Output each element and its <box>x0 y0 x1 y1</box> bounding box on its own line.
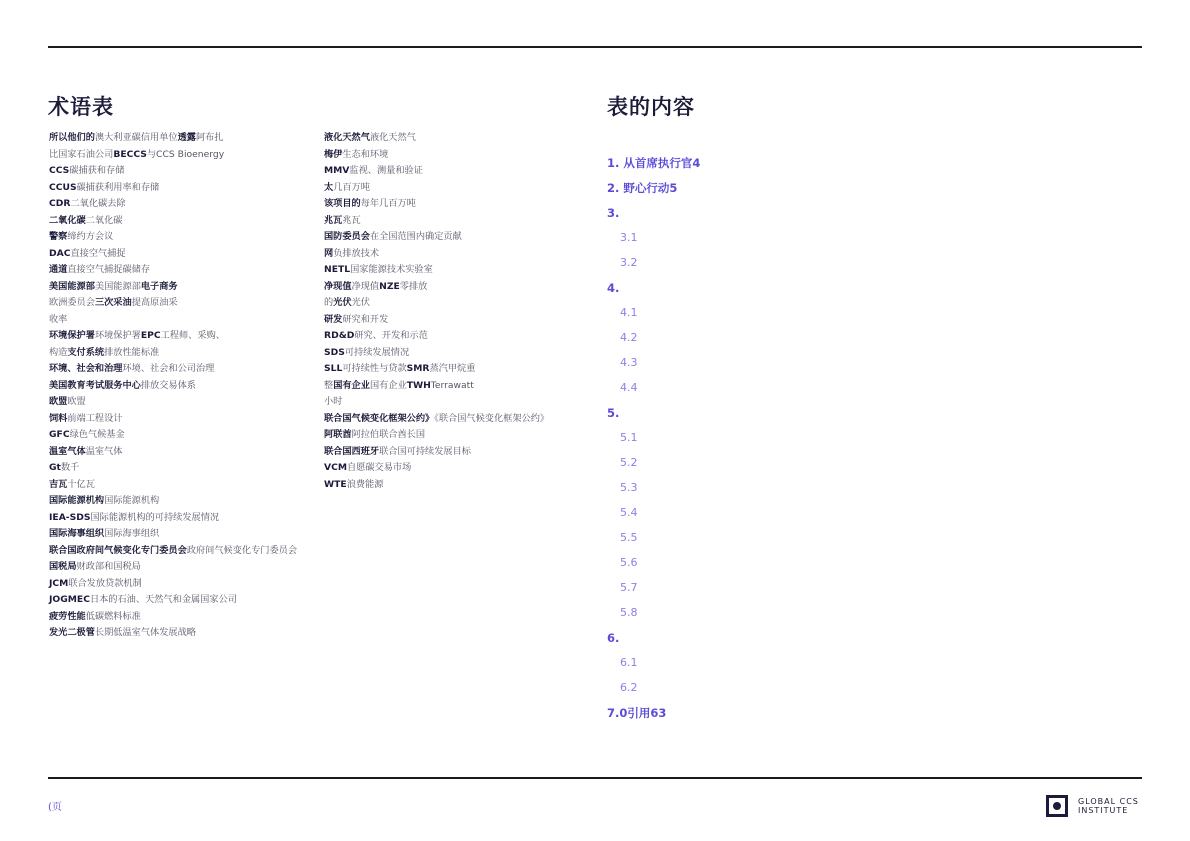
toc-subentry-link[interactable]: 5.8 <box>620 606 638 619</box>
glossary-definition: 联合国可持续发展目标 <box>379 445 471 457</box>
glossary-entry <box>49 295 319 312</box>
glossary-entry <box>324 147 594 164</box>
glossary-entry <box>324 196 594 213</box>
glossary-term: 国际海事组织 <box>49 528 105 539</box>
toc-subentry-link[interactable]: 6.2 <box>620 681 638 694</box>
logo-line-2: INSTITUTE <box>1078 806 1129 815</box>
glossary-term: 环境保护署 <box>49 330 95 341</box>
toc-subentry-link[interactable]: 5.5 <box>620 531 638 544</box>
glossary-definition: 财政部和国税局 <box>76 561 141 572</box>
glossary-entry <box>324 378 594 395</box>
glossary-term: 发光二极管 <box>49 627 95 638</box>
glossary-definition: 二氧化碳 <box>85 214 123 226</box>
glossary-definition: 欧洲委员会 <box>49 297 95 308</box>
glossary-term: 饲料 <box>49 412 68 424</box>
glossary-entry <box>324 345 594 362</box>
glossary-entry <box>49 163 319 180</box>
glossary-definition: 国有企业 <box>369 379 407 391</box>
glossary-entry <box>324 361 594 378</box>
glossary-entry <box>49 130 319 147</box>
glossary-term: 网 <box>324 247 334 259</box>
glossary-term: NZE <box>379 280 400 292</box>
glossary-entry <box>49 213 319 230</box>
toc-subentry-link[interactable]: 5.7 <box>620 581 638 594</box>
glossary-term: 美国能源部 <box>49 280 95 292</box>
glossary-entry <box>49 378 319 395</box>
glossary-definition: 工程师、采购、 <box>160 330 225 341</box>
glossary-term: 国际能源机构 <box>49 495 105 506</box>
glossary-entry <box>324 312 594 329</box>
glossary-entry <box>49 229 319 246</box>
glossary-term: CCS <box>49 165 70 176</box>
glossary-entry <box>49 510 319 527</box>
glossary-definition: 监视、测量和验证 <box>349 165 423 176</box>
glossary-definition: 小时 <box>324 396 343 407</box>
bottom-divider <box>48 777 1142 779</box>
glossary-definition: 碳捕获和存储 <box>69 165 125 176</box>
glossary-term: WTE <box>324 478 347 490</box>
toc-subentry-link[interactable]: 4.4 <box>620 381 638 394</box>
toc-subentry-link[interactable]: 6.1 <box>620 656 638 669</box>
glossary-definition: 国际能源机构的可持续发展情况 <box>90 511 220 523</box>
glossary-definition: 《联合国气候变化框架公约》 <box>434 412 550 424</box>
glossary-entry <box>49 394 319 411</box>
glossary-definition: 阿拉伯联合酋长国 <box>351 429 426 440</box>
glossary-term: 净现值 <box>324 280 352 292</box>
toc-subentry-link[interactable]: 3.1 <box>620 231 638 244</box>
toc-entry-link[interactable]: 2. 野心行动5 <box>607 181 678 195</box>
toc-subentry-link[interactable]: 5.4 <box>620 506 638 519</box>
glossary-term: 梅伊 <box>324 148 343 160</box>
glossary-term: 环境、社会和治理 <box>49 363 123 374</box>
toc-entry-link[interactable]: 6. <box>607 631 620 645</box>
glossary-term: 二氧化碳 <box>49 214 86 226</box>
glossary-entry <box>324 411 594 428</box>
glossary-definition: 国际能源机构 <box>104 495 160 506</box>
glossary-column-left <box>49 130 319 642</box>
toc-subentry-link[interactable]: 3.2 <box>620 256 638 269</box>
glossary-entry <box>324 295 594 312</box>
glossary-entry <box>324 460 594 477</box>
glossary-term: JOGMEC <box>49 594 90 605</box>
glossary-entry <box>49 345 319 362</box>
glossary-term: 透露 <box>177 132 196 143</box>
glossary-entry <box>324 279 594 296</box>
glossary-entry <box>324 213 594 230</box>
glossary-definition: 兆瓦 <box>342 214 361 226</box>
glossary-definition: 排放性能标准 <box>104 346 160 358</box>
glossary-definition: 可持续发展情况 <box>344 346 410 358</box>
glossary-term: SLL <box>324 363 343 374</box>
glossary-definition: 液化天然气 <box>369 132 416 143</box>
glossary-definition: 净现值 <box>351 280 380 292</box>
glossary-definition: 绿色气候基金 <box>69 429 125 440</box>
toc-entry-link[interactable]: 3. <box>607 206 620 220</box>
glossary-entry <box>49 477 319 494</box>
glossary-entry <box>49 328 319 345</box>
glossary-definition: 研究和开发 <box>342 313 389 325</box>
glossary-definition: 前端工程设计 <box>67 412 123 424</box>
glossary-definition: 温室气体 <box>85 445 123 457</box>
glossary-definition: 蒸汽甲烷重 <box>429 363 476 374</box>
glossary-definition: 欧盟 <box>67 396 86 407</box>
glossary-definition: 日本的石油、天然气和金属国家公司 <box>89 594 237 605</box>
glossary-term: 支付系统 <box>67 346 105 358</box>
glossary-entry <box>324 328 594 345</box>
glossary-definition: 环境、社会和公司治理 <box>122 363 215 374</box>
glossary-entry <box>49 444 319 461</box>
toc-subentry-link[interactable]: 5.3 <box>620 481 638 494</box>
glossary-term: DAC <box>49 247 71 259</box>
glossary-term: 该项目的 <box>324 198 361 209</box>
glossary-definition: 国际海事组织 <box>104 528 160 539</box>
glossary-entry <box>49 312 319 329</box>
glossary-definition: 排放交易体系 <box>140 379 196 391</box>
glossary-entry <box>49 592 319 609</box>
glossary-definition: 碳捕获利用率和存储 <box>76 181 160 193</box>
logo-mark-icon <box>1046 795 1068 817</box>
toc-subentry-link[interactable]: 4.2 <box>620 331 638 344</box>
page-reference[interactable]: (页 <box>48 802 62 813</box>
toc-entry-link[interactable]: 5. <box>607 406 620 420</box>
glossary-entry <box>49 609 319 626</box>
toc-entry-link[interactable]: 7.0引用63 <box>607 706 667 720</box>
glossary-term: CCUS <box>49 181 77 193</box>
glossary-term: CDR <box>49 198 71 209</box>
glossary-term: 联合国西班牙 <box>324 445 380 457</box>
glossary-definition: 可持续性与贷款 <box>342 363 407 374</box>
glossary-definition: 数千 <box>60 462 80 473</box>
glossary-term: 液化天然气 <box>324 132 370 143</box>
glossary-definition: 与CCS Bioenergy <box>146 148 225 160</box>
glossary-term: IEA-SDS <box>49 511 91 523</box>
glossary-entry <box>49 411 319 428</box>
glossary-column-right <box>324 130 594 493</box>
toc-subentry-link[interactable]: 4.1 <box>620 306 638 319</box>
glossary-term: 温室气体 <box>49 445 86 457</box>
glossary-term: SDS <box>324 346 345 358</box>
glossary-term: 三次采油 <box>94 297 132 308</box>
glossary-definition: 澳大利亚碳信用单位 <box>94 132 178 143</box>
toc-title: 表的内容 <box>607 95 695 119</box>
glossary-term: 通道 <box>49 264 68 275</box>
glossary-term: 欧盟 <box>49 396 68 407</box>
toc-subentry-link[interactable]: 4.3 <box>620 356 638 369</box>
logo-text <box>1078 797 1139 815</box>
glossary-entry <box>324 180 594 197</box>
glossary-term: 所以他们的 <box>49 132 95 143</box>
glossary-entry <box>49 526 319 543</box>
glossary-term: 疲劳性能 <box>49 610 86 622</box>
glossary-term: MMV <box>324 165 350 176</box>
top-divider <box>48 46 1142 48</box>
toc-list <box>607 154 907 729</box>
glossary-definition: 联合发放贷款机制 <box>68 577 142 589</box>
glossary-definition: 低碳燃料标准 <box>85 610 141 622</box>
glossary-term: 联合国政府间气候变化专门委员会 <box>49 544 187 556</box>
glossary-definition: 长期低温室气体发展战略 <box>94 627 196 638</box>
glossary-definition: 光伏 <box>351 297 370 308</box>
glossary-term: 电子商务 <box>140 280 178 292</box>
glossary-term: 美国教育考试服务中心 <box>49 379 141 391</box>
glossary-definition: 整 <box>324 379 334 391</box>
glossary-entry <box>49 493 319 510</box>
glossary-term: EPC <box>140 330 161 341</box>
glossary-term: BECCS <box>113 148 147 160</box>
glossary-definition: 直接空气捕捉碳储存 <box>67 264 151 275</box>
glossary-definition: 构造 <box>49 346 68 358</box>
glossary-definition: 缔约方会议 <box>67 231 114 242</box>
glossary-term: Gt <box>49 462 61 473</box>
glossary-entry <box>49 361 319 378</box>
glossary-term: 吉瓦 <box>49 478 68 490</box>
glossary-entry <box>49 460 319 477</box>
glossary-definition: 生态和环境 <box>342 148 389 160</box>
glossary-term: RD&D <box>324 330 355 341</box>
glossary-definition: 收率 <box>49 313 68 325</box>
glossary-definition: 政府间气候变化专门委员会 <box>186 544 298 556</box>
glossary-entry <box>324 427 594 444</box>
glossary-definition: 几百万吨 <box>333 181 370 193</box>
glossary-entry <box>49 625 319 642</box>
toc-subentry-link[interactable]: 5.1 <box>620 431 638 444</box>
glossary-definition: 比国家石油公司 <box>49 148 114 160</box>
glossary-term: 光伏 <box>333 297 352 308</box>
glossary-definition: 直接空气捕捉 <box>70 247 126 259</box>
toc-subentry-link[interactable]: 5.2 <box>620 456 638 469</box>
glossary-entry <box>49 262 319 279</box>
glossary-definition: Terrawatt <box>430 379 474 391</box>
glossary-entry <box>324 130 594 147</box>
glossary-term: GFC <box>49 429 70 440</box>
glossary-entry <box>49 147 319 164</box>
glossary-definition: 负排放技术 <box>333 247 380 259</box>
toc-subentry-link[interactable]: 5.6 <box>620 556 638 569</box>
glossary-definition: 环境保护署 <box>94 330 141 341</box>
glossary-entry <box>324 477 594 494</box>
glossary-term: VCM <box>324 462 347 473</box>
glossary-entry <box>324 262 594 279</box>
glossary-definition: 十亿瓦 <box>67 478 95 490</box>
glossary-definition: 美国能源部 <box>94 280 141 292</box>
glossary-entry <box>324 163 594 180</box>
glossary-definition: 阿布扎 <box>196 132 224 143</box>
glossary-definition: 二氧化碳去除 <box>70 198 126 209</box>
glossary-term: 阿联酋 <box>324 429 352 440</box>
glossary-entry <box>49 279 319 296</box>
glossary-term: SMR <box>406 363 430 374</box>
global-ccs-institute-logo <box>1046 795 1146 823</box>
glossary-entry <box>324 444 594 461</box>
glossary-entry <box>49 543 319 560</box>
glossary-definition: 研究、开发和示范 <box>354 330 428 341</box>
glossary-term: NETL <box>324 264 351 275</box>
glossary-entry <box>49 576 319 593</box>
glossary-definition: 浪费能源 <box>346 478 384 490</box>
glossary-entry <box>49 559 319 576</box>
glossary-entry <box>324 394 594 411</box>
glossary-term: 联合国气候变化框架公约》 <box>324 412 435 424</box>
glossary-definition: 在全国范围内确定贡献 <box>369 231 462 242</box>
glossary-definition: 每年几百万吨 <box>360 198 416 209</box>
glossary-definition: 自愿碳交易市场 <box>347 462 412 473</box>
glossary-term: 研发 <box>324 313 343 325</box>
glossary-definition: 国家能源技术实验室 <box>350 264 433 275</box>
glossary-term: 国防委员会 <box>324 231 370 242</box>
glossary-definition: 提高原油采 <box>131 297 178 308</box>
glossary-term: 国税局 <box>49 561 77 572</box>
glossary-term: TWH <box>406 379 431 391</box>
toc-entry-link[interactable]: 1. 从首席执行官4 <box>607 156 701 170</box>
glossary-entry <box>324 229 594 246</box>
logo-line-1: GLOBAL CCS <box>1078 797 1139 806</box>
glossary-term: JCM <box>49 577 69 589</box>
glossary-entry <box>49 180 319 197</box>
glossary-entry <box>49 246 319 263</box>
glossary-term: 兆瓦 <box>324 214 343 226</box>
glossary-entry <box>49 196 319 213</box>
glossary-definition: 的 <box>324 297 334 308</box>
glossary-term: 太 <box>324 181 334 193</box>
toc-entry-link[interactable]: 4. <box>607 281 620 295</box>
glossary-entry <box>324 246 594 263</box>
glossary-title: 术语表 <box>48 95 114 119</box>
glossary-term: 国有企业 <box>333 379 370 391</box>
glossary-definition: 零排放 <box>399 280 428 292</box>
glossary-term: 警察 <box>49 231 68 242</box>
glossary-entry <box>49 427 319 444</box>
